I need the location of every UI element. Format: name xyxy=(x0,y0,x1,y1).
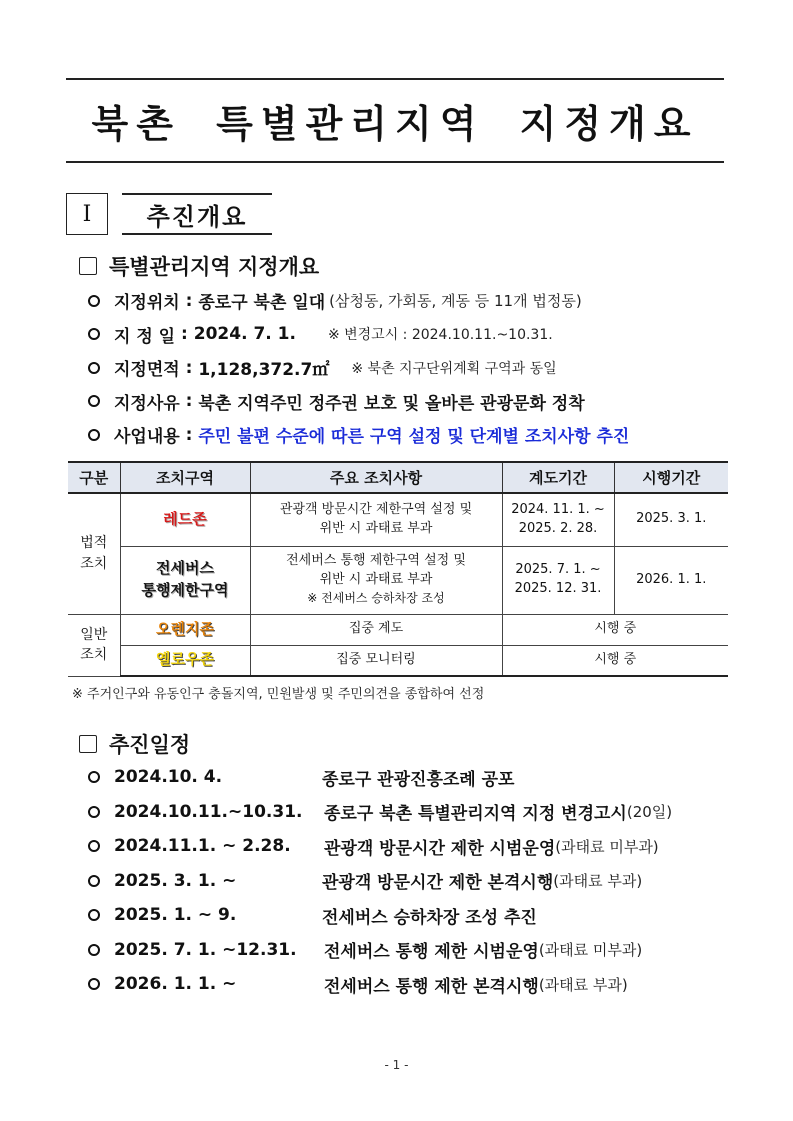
header-enforcement-period: 시행기간 xyxy=(614,462,728,493)
action-line: 전세버스 통행 제한구역 설정 및 xyxy=(286,553,466,569)
schedule-sub: (과태료 미부과) xyxy=(555,837,659,856)
action-cell: 집중 모니터링 xyxy=(250,645,502,676)
colon-separator: : xyxy=(179,290,199,311)
schedule-desc: 관광객 방문시간 제한 시범운영 xyxy=(324,838,556,859)
header-guidance-period: 계도기간 xyxy=(502,462,614,493)
section-header xyxy=(66,193,272,235)
overview-heading xyxy=(79,251,319,281)
item-note: ※ 북촌 지구단위계획 구역과 동일 xyxy=(351,360,557,377)
overview-item-area xyxy=(88,351,629,385)
guidance-end: 2025. 12. 31. xyxy=(514,581,602,596)
guidance-end: 2025. 2. 28. xyxy=(518,520,598,536)
overview-heading-text: 특별관리지역 지정개요 xyxy=(109,255,320,279)
square-bullet-icon xyxy=(79,257,97,275)
section-number: Ⅰ xyxy=(66,193,108,235)
circle-bullet-icon xyxy=(88,944,100,956)
guidance-cell xyxy=(502,493,614,546)
header-actions: 주요 조치사항 xyxy=(250,462,502,493)
action-line: 관광객 방문시간 제한구역 설정 및 xyxy=(279,501,473,517)
zone-yellow: 옐로우존 xyxy=(120,645,250,676)
header-category: 구분 xyxy=(68,462,120,493)
item-value: 주민 불편 수준에 따른 구역 설정 및 단계별 조치사항 추진 xyxy=(198,427,630,448)
schedule-desc: 종로구 관광진흥조례 공포 xyxy=(322,769,515,790)
action-cell xyxy=(250,546,502,614)
circle-bullet-icon xyxy=(88,806,100,818)
colon-separator: : xyxy=(175,324,194,345)
document-title: 북촌 특별관리지역 지정개요 xyxy=(91,102,699,146)
schedule-sub: (과태료 미부과) xyxy=(538,941,643,960)
action-line: 위반 시 과태료 부과 xyxy=(319,520,433,536)
schedule-item xyxy=(88,898,672,933)
item-value: 북촌 지역주민 정주권 보호 및 올바른 관광문화 정착 xyxy=(198,393,585,414)
header-zone: 조치구역 xyxy=(120,462,250,493)
overview-item-content xyxy=(88,418,629,452)
table-row xyxy=(68,645,728,676)
overview-item-date xyxy=(88,318,629,352)
category-legal: 법적 조치 xyxy=(68,493,120,614)
table-row xyxy=(68,546,728,614)
schedule-sub: (과태료 부과) xyxy=(538,975,628,994)
colon-separator: : xyxy=(179,357,199,378)
action-cell xyxy=(250,493,502,546)
schedule-desc: 전세버스 승하차장 조성 추진 xyxy=(322,907,537,928)
circle-bullet-icon xyxy=(88,328,100,340)
guidance-start: 2024. 11. 1. ~ xyxy=(511,501,605,517)
table-header-row xyxy=(68,462,728,493)
item-label: 사업내용 xyxy=(114,427,180,448)
circle-bullet-icon xyxy=(88,978,100,990)
schedule-item xyxy=(88,795,672,830)
zone-line: 전세버스 xyxy=(156,559,214,578)
schedule-desc: 관광객 방문시간 제한 본격시행 xyxy=(322,873,554,894)
schedule-date: 2024.10.11.~10.31. xyxy=(114,801,303,822)
guidance-cell xyxy=(502,546,614,614)
schedule-date: 2025. 3. 1. ~ xyxy=(114,870,237,891)
period-merged-cell: 시행 중 xyxy=(502,645,728,676)
guidance-start: 2025. 7. 1. ~ xyxy=(515,562,601,578)
schedule-date: 2025. 7. 1. ~12.31. xyxy=(114,939,297,960)
circle-bullet-icon xyxy=(88,429,100,441)
table-footnote: ※ 주거인구와 유동인구 충돌지역, 민원발생 및 주민의견을 종합하여 선정 xyxy=(72,687,485,702)
page-number: - 1 - xyxy=(384,1058,409,1072)
enforcement-cell: 2025. 3. 1. xyxy=(614,493,728,546)
schedule-desc: 종로구 북촌 특별관리지역 지정 변경고시 xyxy=(324,804,627,825)
item-label: 지 정 일 xyxy=(114,326,176,347)
schedule-date: 2025. 1. ~ 9. xyxy=(114,905,237,926)
colon-separator: : xyxy=(179,424,199,445)
circle-bullet-icon xyxy=(88,395,100,407)
zone-line: 통행제한구역 xyxy=(141,581,229,599)
circle-bullet-icon xyxy=(88,295,100,307)
schedule-date: 2024.11.1. ~ 2.28. xyxy=(114,836,291,857)
schedule-item xyxy=(88,967,672,1002)
table-row xyxy=(68,614,728,645)
document-title-block xyxy=(66,78,724,163)
measures-table xyxy=(68,461,728,677)
schedule-date: 2026. 1. 1. ~ xyxy=(114,974,237,995)
item-sub: (삼청동, 가회동, 계동 등 11개 법정동) xyxy=(329,292,582,311)
item-label: 지정사유 xyxy=(114,393,180,414)
overview-list xyxy=(88,284,629,452)
zone-orange: 오렌지존 xyxy=(120,614,250,645)
item-label: 지정면적 xyxy=(114,360,180,381)
section-title: 추진개요 xyxy=(122,193,272,235)
item-label: 지정위치 xyxy=(114,293,180,314)
item-value: 1,128,372.7㎡ xyxy=(198,360,330,381)
circle-bullet-icon xyxy=(88,909,100,921)
circle-bullet-icon xyxy=(88,875,100,887)
action-cell: 집중 계도 xyxy=(250,614,502,645)
schedule-heading xyxy=(79,729,190,759)
zone-charter-bus xyxy=(120,546,250,614)
schedule-list xyxy=(88,760,672,1002)
circle-bullet-icon xyxy=(88,840,100,852)
table-row xyxy=(68,493,728,546)
item-note: ※ 변경고시 : 2024.10.11.~10.31. xyxy=(327,327,553,344)
action-line: 위반 시 과태료 부과 xyxy=(319,572,433,588)
category-general: 일반 조치 xyxy=(68,614,120,676)
enforcement-cell: 2026. 1. 1. xyxy=(614,546,728,614)
item-value: 종로구 북촌 일대 xyxy=(198,293,326,314)
schedule-heading-text: 추진일정 xyxy=(109,733,191,757)
overview-item-reason xyxy=(88,385,629,419)
schedule-desc: 전세버스 통행 제한 시범운영 xyxy=(324,942,539,963)
schedule-desc: 전세버스 통행 제한 본격시행 xyxy=(324,976,539,997)
schedule-item xyxy=(88,864,672,899)
schedule-item xyxy=(88,760,672,795)
schedule-item xyxy=(88,829,672,864)
circle-bullet-icon xyxy=(88,362,100,374)
overview-item-location xyxy=(88,284,629,318)
square-bullet-icon xyxy=(79,735,97,753)
schedule-sub: (20일) xyxy=(626,803,673,822)
schedule-sub: (과태료 부과) xyxy=(553,872,643,891)
item-value: 2024. 7. 1. xyxy=(193,324,296,345)
schedule-date: 2024.10. 4. xyxy=(114,767,223,788)
circle-bullet-icon xyxy=(88,771,100,783)
zone-red: 레드존 xyxy=(120,493,250,546)
period-merged-cell: 시행 중 xyxy=(502,614,728,645)
colon-separator: : xyxy=(179,391,199,412)
action-note: ※ 전세버스 승하차장 조성 xyxy=(307,591,445,606)
schedule-item xyxy=(88,933,672,968)
